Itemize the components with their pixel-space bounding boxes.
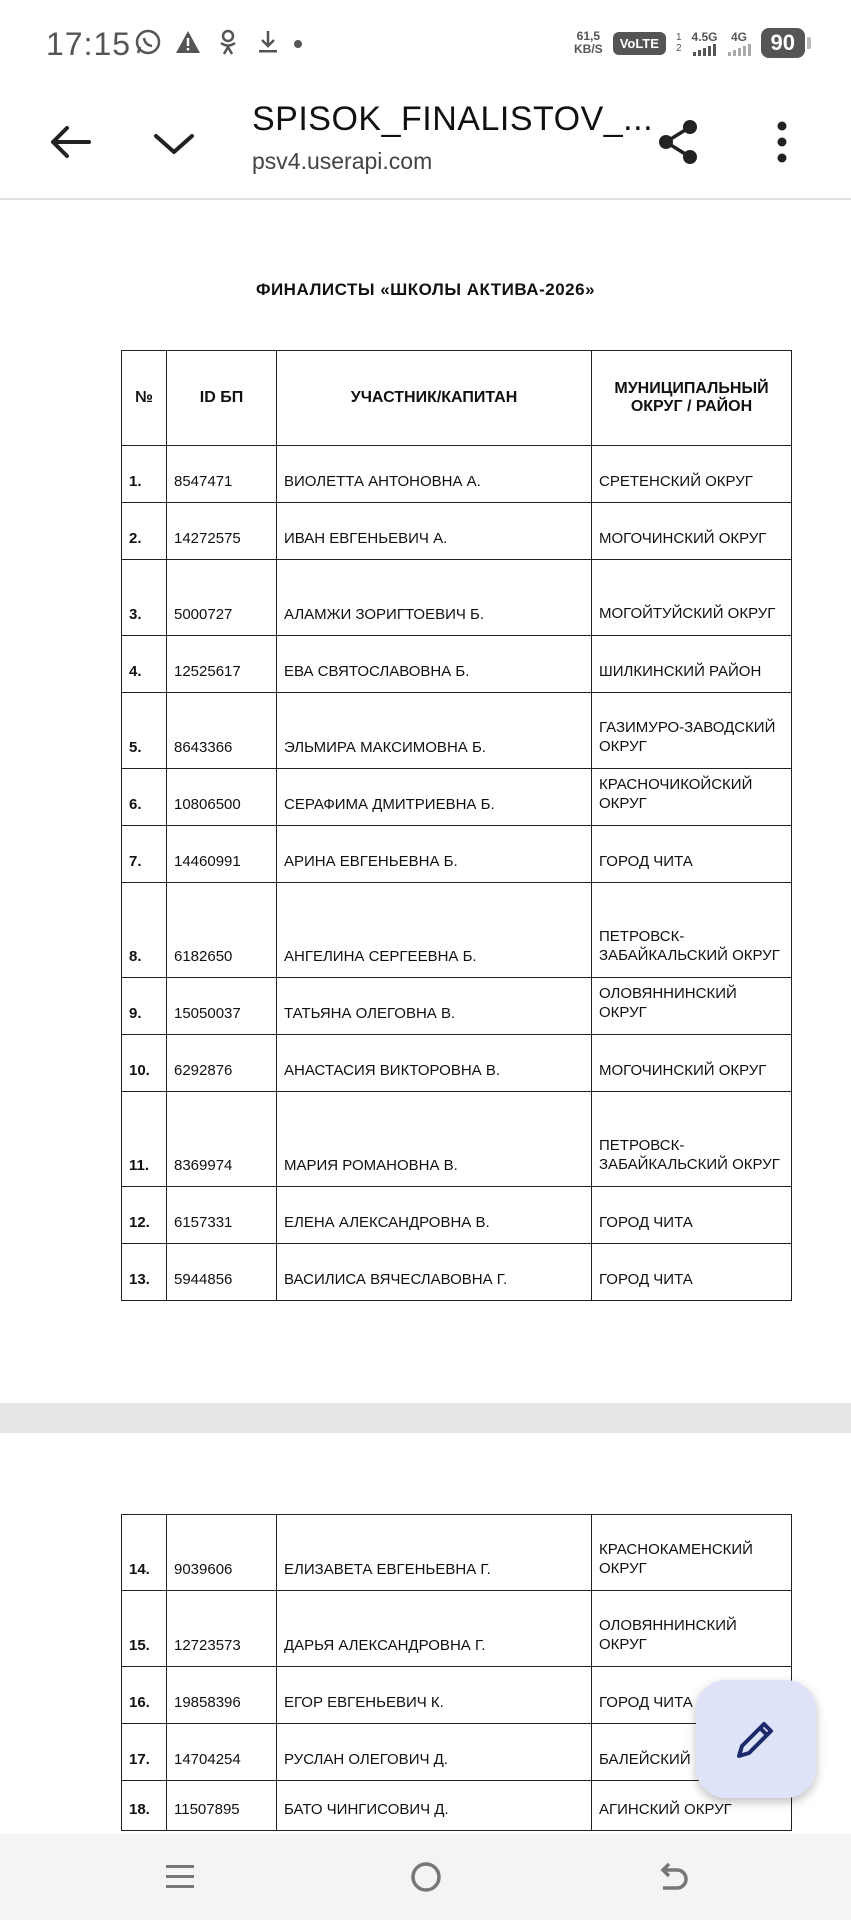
chevron-down-icon: [153, 132, 195, 156]
column-header-district: МУНИЦИПАЛЬНЫЙ ОКРУГ / РАЙОН: [592, 351, 792, 446]
table-row: [122, 1724, 792, 1781]
table-row: [122, 1515, 792, 1591]
row-number: 18.: [122, 1781, 167, 1831]
row-participant: ЕГОР ЕВГЕНЬЕВИЧ К.: [277, 1667, 592, 1724]
row-district: ГОРОД ЧИТА: [592, 1244, 792, 1301]
table-row: [122, 1035, 792, 1092]
edit-fab-button[interactable]: [696, 1680, 816, 1798]
row-id: 5944856: [167, 1244, 277, 1301]
row-id: 10806500: [167, 769, 277, 826]
share-button[interactable]: [646, 110, 710, 174]
signal-bars-icon: [693, 44, 716, 56]
row-number: 17.: [122, 1724, 167, 1781]
row-id: 5000727: [167, 560, 277, 636]
arrow-left-icon: [49, 125, 91, 159]
table-row: [122, 693, 792, 769]
collapse-button[interactable]: [142, 112, 206, 176]
row-number: 12.: [122, 1187, 167, 1244]
home-button[interactable]: [396, 1852, 456, 1902]
status-bar: [0, 0, 851, 90]
page-separator: [0, 1403, 851, 1433]
row-district: АГИНСКИЙ ОКРУГ: [592, 1781, 792, 1831]
column-header-id: ID БП: [167, 351, 277, 446]
row-participant: ЕЛЕНА АЛЕКСАНДРОВНА В.: [277, 1187, 592, 1244]
table-row: [122, 1781, 792, 1831]
more-options-button[interactable]: [750, 110, 814, 174]
row-id: 14460991: [167, 826, 277, 883]
row-district: ГОРОД ЧИТА: [592, 1667, 792, 1724]
row-district: ПЕТРОВСК-ЗАБАЙКАЛЬСКИЙ ОКРУГ: [592, 883, 792, 978]
row-district: ОЛОВЯННИНСКИЙ ОКРУГ: [592, 978, 792, 1035]
row-participant: СЕРАФИМА ДМИТРИЕВНА Б.: [277, 769, 592, 826]
row-number: 8.: [122, 883, 167, 978]
row-participant: МАРИЯ РОМАНОВНА В.: [277, 1092, 592, 1187]
system-navigation-bar: [0, 1834, 851, 1920]
row-district: ГОРОД ЧИТА: [592, 1187, 792, 1244]
column-header-number: №: [122, 351, 167, 446]
row-id: 9039606: [167, 1515, 277, 1591]
row-number: 1.: [122, 446, 167, 503]
table-row: [122, 1591, 792, 1667]
row-number: 14.: [122, 1515, 167, 1591]
share-icon: [656, 119, 700, 165]
file-source-url: psv4.userapi.com: [252, 148, 433, 174]
volte-badge: VoLTE: [613, 32, 666, 55]
home-circle-icon: [409, 1860, 443, 1894]
row-district: КРАСНОКАМЕНСКИЙ ОКРУГ: [592, 1515, 792, 1591]
table-row: [122, 503, 792, 560]
system-indicators: [574, 28, 805, 58]
column-header-participant: УЧАСТНИК/КАПИТАН: [277, 351, 592, 446]
table-row: [122, 1187, 792, 1244]
table-row: [122, 769, 792, 826]
table-row: [122, 560, 792, 636]
recent-apps-button[interactable]: [150, 1852, 210, 1902]
battery-indicator: 90: [761, 28, 805, 58]
row-participant: РУСЛАН ОЛЕГОВИЧ Д.: [277, 1724, 592, 1781]
row-number: 6.: [122, 769, 167, 826]
row-district: МОГОЧИНСКИЙ ОКРУГ: [592, 503, 792, 560]
odnoklassniki-icon: [214, 28, 242, 56]
row-number: 13.: [122, 1244, 167, 1301]
row-district: ГОРОД ЧИТА: [592, 826, 792, 883]
table-row: [122, 1244, 792, 1301]
back-nav-button[interactable]: [642, 1852, 702, 1902]
download-icon: [254, 28, 282, 56]
row-district: БАЛЕЙСКИЙ: [592, 1724, 792, 1781]
row-id: 6182650: [167, 883, 277, 978]
table-row: [122, 883, 792, 978]
pencil-icon: [733, 1716, 779, 1762]
row-participant: ИВАН ЕВГЕНЬЕВИЧ А.: [277, 503, 592, 560]
row-id: 19858396: [167, 1667, 277, 1724]
row-district: МОГОЙТУЙСКИЙ ОКРУГ: [592, 560, 792, 636]
row-district: СРЕТЕНСКИЙ ОКРУГ: [592, 446, 792, 503]
row-id: 14704254: [167, 1724, 277, 1781]
row-participant: ВАСИЛИСА ВЯЧЕСЛАВОВНА Г.: [277, 1244, 592, 1301]
row-number: 10.: [122, 1035, 167, 1092]
row-participant: ЕВА СВЯТОСЛАВОВНА Б.: [277, 636, 592, 693]
row-id: 12525617: [167, 636, 277, 693]
table-header-row: [122, 351, 792, 446]
row-number: 5.: [122, 693, 167, 769]
row-participant: АНГЕЛИНА СЕРГЕЕВНА Б.: [277, 883, 592, 978]
finalists-table-page-1: [121, 350, 792, 1301]
row-number: 7.: [122, 826, 167, 883]
row-district: КРАСНОЧИКОЙСКИЙ ОКРУГ: [592, 769, 792, 826]
row-number: 3.: [122, 560, 167, 636]
row-district: ШИЛКИНСКИЙ РАЙОН: [592, 636, 792, 693]
row-participant: ДАРЬЯ АЛЕКСАНДРОВНА Г.: [277, 1591, 592, 1667]
whatsapp-icon: [134, 28, 162, 56]
row-number: 9.: [122, 978, 167, 1035]
more-notifications-icon: [294, 40, 302, 48]
table-row: [122, 826, 792, 883]
row-participant: БАТО ЧИНГИСОВИЧ Д.: [277, 1781, 592, 1831]
signal-bars-icon: [728, 44, 751, 56]
notification-icons: [134, 28, 302, 56]
table-row: [122, 978, 792, 1035]
row-number: 2.: [122, 503, 167, 560]
table-row: [122, 1092, 792, 1187]
row-number: 11.: [122, 1092, 167, 1187]
row-number: 15.: [122, 1591, 167, 1667]
row-participant: АНАСТАСИЯ ВИКТОРОВНА В.: [277, 1035, 592, 1092]
row-id: 15050037: [167, 978, 277, 1035]
signal-sim2: 4G: [728, 30, 751, 56]
row-id: 8643366: [167, 693, 277, 769]
table-row: [122, 1667, 792, 1724]
row-id: 12723573: [167, 1591, 277, 1667]
row-id: 6157331: [167, 1187, 277, 1244]
menu-icon: [164, 1862, 196, 1892]
table-row: [122, 636, 792, 693]
top-app-bar: [0, 90, 851, 200]
row-id: 8547471: [167, 446, 277, 503]
row-id: 11507895: [167, 1781, 277, 1831]
row-participant: АРИНА ЕВГЕНЬЕВНА Б.: [277, 826, 592, 883]
document-title: ФИНАЛИСТЫ «ШКОЛЫ АКТИВА-2026»: [255, 280, 596, 299]
row-participant: ЭЛЬМИРА МАКСИМОВНА Б.: [277, 693, 592, 769]
sim-indicator: 1 2: [675, 32, 682, 54]
network-speed: 61,5 KB/S: [574, 29, 603, 56]
clock: 17:15: [46, 26, 132, 62]
row-participant: ЕЛИЗАВЕТА ЕВГЕНЬЕВНА Г.: [277, 1515, 592, 1591]
row-number: 4.: [122, 636, 167, 693]
row-number: 16.: [122, 1667, 167, 1724]
row-participant: АЛАМЖИ ЗОРИГТОЕВИЧ Б.: [277, 560, 592, 636]
back-arrow-icon: [655, 1860, 689, 1894]
warning-icon: [174, 28, 202, 56]
row-district: МОГОЧИНСКИЙ ОКРУГ: [592, 1035, 792, 1092]
row-participant: ВИОЛЕТТА АНТОНОВНА А.: [277, 446, 592, 503]
back-button[interactable]: [38, 110, 102, 174]
finalists-table-page-2: [121, 1514, 792, 1831]
row-district: ГАЗИМУРО-ЗАВОДСКИЙ ОКРУГ: [592, 693, 792, 769]
signal-sim1: 4.5G: [692, 30, 718, 56]
row-id: 8369974: [167, 1092, 277, 1187]
table-row: [122, 446, 792, 503]
row-id: 14272575: [167, 503, 277, 560]
row-district: ОЛОВЯННИНСКИЙ ОКРУГ: [592, 1591, 792, 1667]
row-district: ПЕТРОВСК-ЗАБАЙКАЛЬСКИЙ ОКРУГ: [592, 1092, 792, 1187]
more-vert-icon: [776, 120, 788, 164]
file-title: SPISOK_FINALISTOV_...: [252, 100, 654, 138]
row-id: 6292876: [167, 1035, 277, 1092]
row-participant: ТАТЬЯНА ОЛЕГОВНА В.: [277, 978, 592, 1035]
